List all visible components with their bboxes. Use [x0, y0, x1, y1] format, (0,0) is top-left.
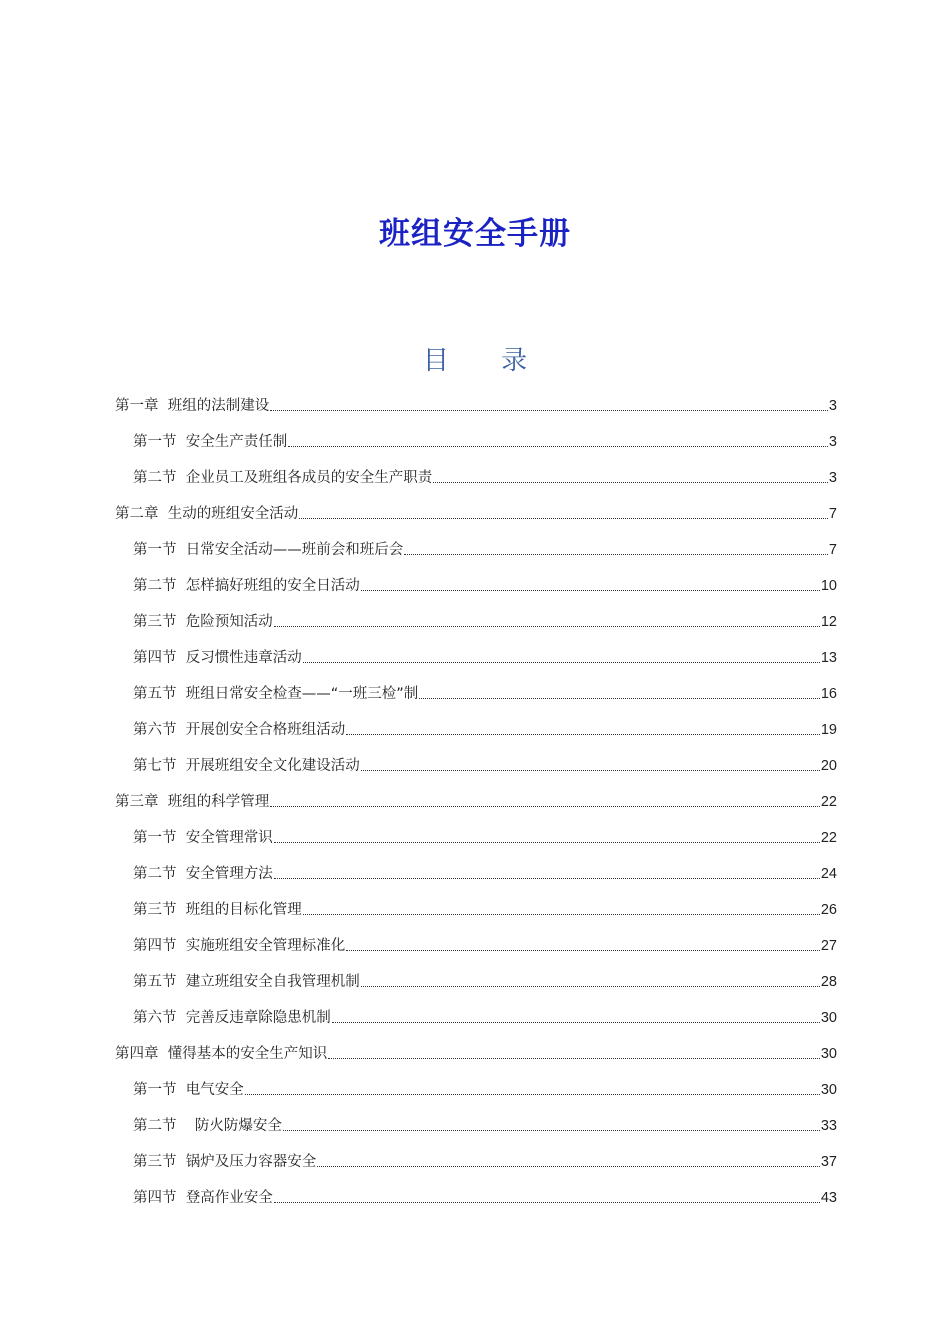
toc-page-number: 30 [820, 1046, 837, 1062]
toc-section-entry[interactable] [115, 992, 837, 1028]
toc-page-number: 10 [820, 578, 837, 594]
toc-entry-label: 第一节 安全生产责任制 [133, 434, 288, 450]
toc-page-number: 27 [820, 938, 837, 954]
toc-dot-leader [317, 1166, 820, 1167]
toc-entry-label: 第四节 反习惯性违章活动 [133, 650, 302, 666]
toc-section-entry[interactable] [115, 812, 837, 848]
toc-entry-label: 第一节 电气安全 [133, 1082, 244, 1098]
toc-page-number: 24 [820, 866, 837, 882]
toc-dot-leader [274, 878, 820, 879]
toc-dot-leader [346, 734, 820, 735]
toc-entry-label: 第五节 班组日常安全检查——“一班三检”制 [133, 686, 419, 702]
toc-dot-leader [332, 1022, 820, 1023]
toc-page-number: 7 [828, 542, 837, 558]
toc-entry-label: 第三节 班组的目标化管理 [133, 902, 302, 918]
toc-page-number: 22 [820, 794, 837, 810]
toc-chapter-entry[interactable] [115, 488, 837, 524]
toc-page-number: 7 [828, 506, 837, 522]
toc-section-entry[interactable] [115, 740, 837, 776]
toc-dot-leader [270, 410, 828, 411]
toc-page-number: 3 [828, 434, 837, 450]
toc-page-number: 30 [820, 1082, 837, 1098]
toc-section-entry[interactable] [115, 632, 837, 668]
toc-section-entry[interactable] [115, 848, 837, 884]
toc-entry-label: 第六节 完善反违章除隐患机制 [133, 1010, 331, 1026]
toc-entry-label: 第二节 企业员工及班组各成员的安全生产职责 [133, 470, 433, 486]
toc-dot-leader [303, 914, 820, 915]
toc-page-number: 13 [820, 650, 837, 666]
toc-section-entry[interactable] [115, 704, 837, 740]
toc-dot-leader [299, 518, 828, 519]
document-title: 班组安全手册 [379, 216, 571, 252]
toc-dot-leader [433, 482, 828, 483]
toc-section-entry[interactable] [115, 956, 837, 992]
toc-page-number: 22 [820, 830, 837, 846]
toc-chapter-entry[interactable] [115, 380, 837, 416]
toc-entry-label: 第三章 班组的科学管理 [115, 794, 270, 810]
toc-entry-label: 第五节 建立班组安全自我管理机制 [133, 974, 360, 990]
toc-section-entry[interactable] [115, 560, 837, 596]
toc-entry-label: 第三节 危险预知活动 [133, 614, 273, 630]
toc-entry-label: 第一节 安全管理常识 [133, 830, 273, 846]
toc-page-number: 16 [820, 686, 837, 702]
toc-entry-label: 第二节 怎样搞好班组的安全日活动 [133, 578, 360, 594]
toc-dot-leader [361, 590, 820, 591]
toc-section-entry[interactable] [115, 524, 837, 560]
toc-section-entry[interactable] [115, 1136, 837, 1172]
toc-entry-label: 第二节 安全管理方法 [133, 866, 273, 882]
toc-section-entry[interactable] [115, 452, 837, 488]
toc-section-entry[interactable] [115, 1100, 837, 1136]
table-of-contents [115, 380, 837, 1208]
toc-dot-leader [346, 950, 820, 951]
toc-page-number: 43 [820, 1190, 837, 1206]
toc-page-number: 3 [828, 470, 837, 486]
toc-page-number: 37 [820, 1154, 837, 1170]
toc-section-entry[interactable] [115, 920, 837, 956]
toc-entry-label: 第四章 懂得基本的安全生产知识 [115, 1046, 328, 1062]
toc-dot-leader [270, 806, 820, 807]
toc-page-number: 28 [820, 974, 837, 990]
toc-dot-leader [274, 842, 820, 843]
toc-entry-label: 第一章 班组的法制建设 [115, 398, 270, 414]
toc-page-number: 20 [820, 758, 837, 774]
toc-entry-label: 第二节 防火防爆安全 [133, 1118, 282, 1134]
toc-chapter-entry[interactable] [115, 776, 837, 812]
toc-dot-leader [245, 1094, 820, 1095]
toc-dot-leader [283, 1130, 820, 1131]
toc-dot-leader [274, 1202, 820, 1203]
toc-section-entry[interactable] [115, 596, 837, 632]
toc-entry-label: 第四节 登高作业安全 [133, 1190, 273, 1206]
toc-entry-label: 第七节 开展班组安全文化建设活动 [133, 758, 360, 774]
toc-page-number: 3 [828, 398, 837, 414]
toc-page-number: 30 [820, 1010, 837, 1026]
toc-section-entry[interactable] [115, 1172, 837, 1208]
toc-dot-leader [328, 1058, 820, 1059]
toc-page-number: 26 [820, 902, 837, 918]
toc-section-entry[interactable] [115, 1064, 837, 1100]
toc-dot-leader [288, 446, 828, 447]
toc-entry-label: 第六节 开展创安全合格班组活动 [133, 722, 346, 738]
toc-entry-label: 第一节 日常安全活动——班前会和班后会 [133, 542, 404, 558]
toc-page-number: 12 [820, 614, 837, 630]
toc-entry-label: 第二章 生动的班组安全活动 [115, 506, 299, 522]
toc-dot-leader [419, 698, 820, 699]
toc-dot-leader [404, 554, 828, 555]
toc-section-entry[interactable] [115, 668, 837, 704]
toc-section-entry[interactable] [115, 884, 837, 920]
toc-dot-leader [303, 662, 820, 663]
toc-section-entry[interactable] [115, 416, 837, 452]
toc-entry-label: 第三节 锅炉及压力容器安全 [133, 1154, 317, 1170]
toc-page-number: 33 [820, 1118, 837, 1134]
toc-page-number: 19 [820, 722, 837, 738]
toc-dot-leader [361, 986, 820, 987]
toc-heading: 目 录 [422, 346, 550, 376]
toc-dot-leader [361, 770, 820, 771]
toc-chapter-entry[interactable] [115, 1028, 837, 1064]
toc-entry-label: 第四节 实施班组安全管理标准化 [133, 938, 346, 954]
toc-dot-leader [274, 626, 820, 627]
